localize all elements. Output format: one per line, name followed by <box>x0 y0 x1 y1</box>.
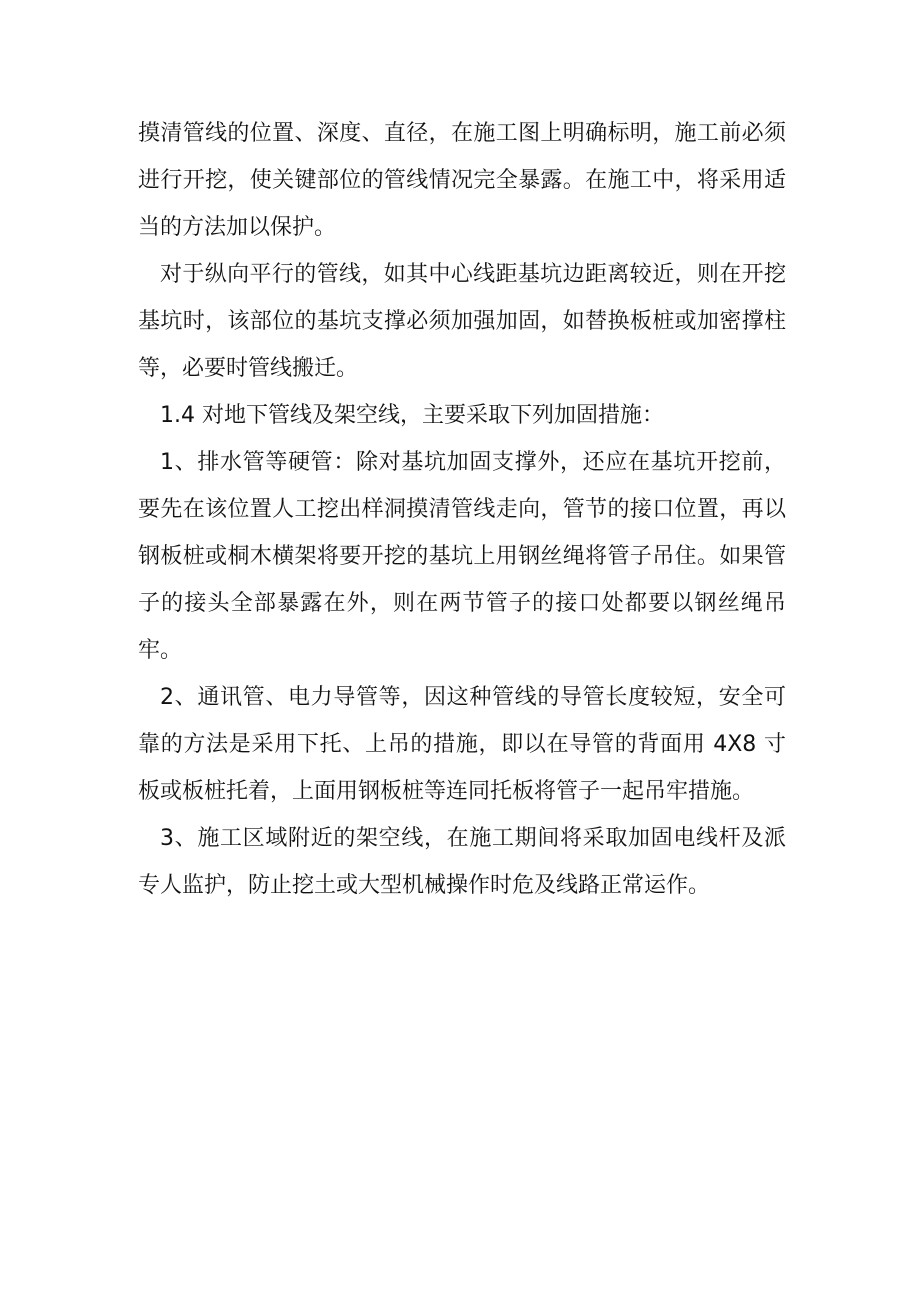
section-heading-1-4: 1.4 对地下管线及架空线，主要采取下列加固措施： <box>160 403 664 428</box>
paragraph-item-2-communication-conduits: 2、通讯管、电力导管等，因这种管线的导管长度较短，安全可靠的方法是采用下托、上吊的措施，即以在导管的背面用 4X8 寸板或板桩托着，上面用钢板桩等连同托板将管子一起吊牢措施。 <box>138 685 786 804</box>
paragraph-parallel-pipelines: 对于纵向平行的管线，如其中心线距基坑边距离较近，则在开挖基坑时，该部位的基坑支撑必须加强加固，如替换板桩或加密撑柱等，必要时管线搬迁。 <box>138 262 786 381</box>
paragraph-item-3-overhead-lines: 3、施工区域附近的架空线，在施工期间将采取加固电线杆及派专人监护，防止挖土或大型机械操作时危及线路正常运作。 <box>138 826 786 898</box>
paragraph-pipeline-survey: 摸清管线的位置、深度、直径，在施工图上明确标明，施工前必须进行开挖，使关键部位的管线情况完全暴露。在施工中，将采用适当的方法加以保护。 <box>138 121 786 240</box>
paragraph-item-1-drainage-pipes: 1、排水管等硬管：除对基坑加固支撑外，还应在基坑开挖前，要先在该位置人工挖出样洞摸清管线走向，管节的接口位置，再以钢板桩或桐木横架将要开挖的基坑上用钢丝绳将管子吊住。如果管子的接头全部暴露在外，则在两节管子的接口处都要以钢丝绳吊牢。 <box>138 450 786 663</box>
document-body <box>138 110 786 909</box>
